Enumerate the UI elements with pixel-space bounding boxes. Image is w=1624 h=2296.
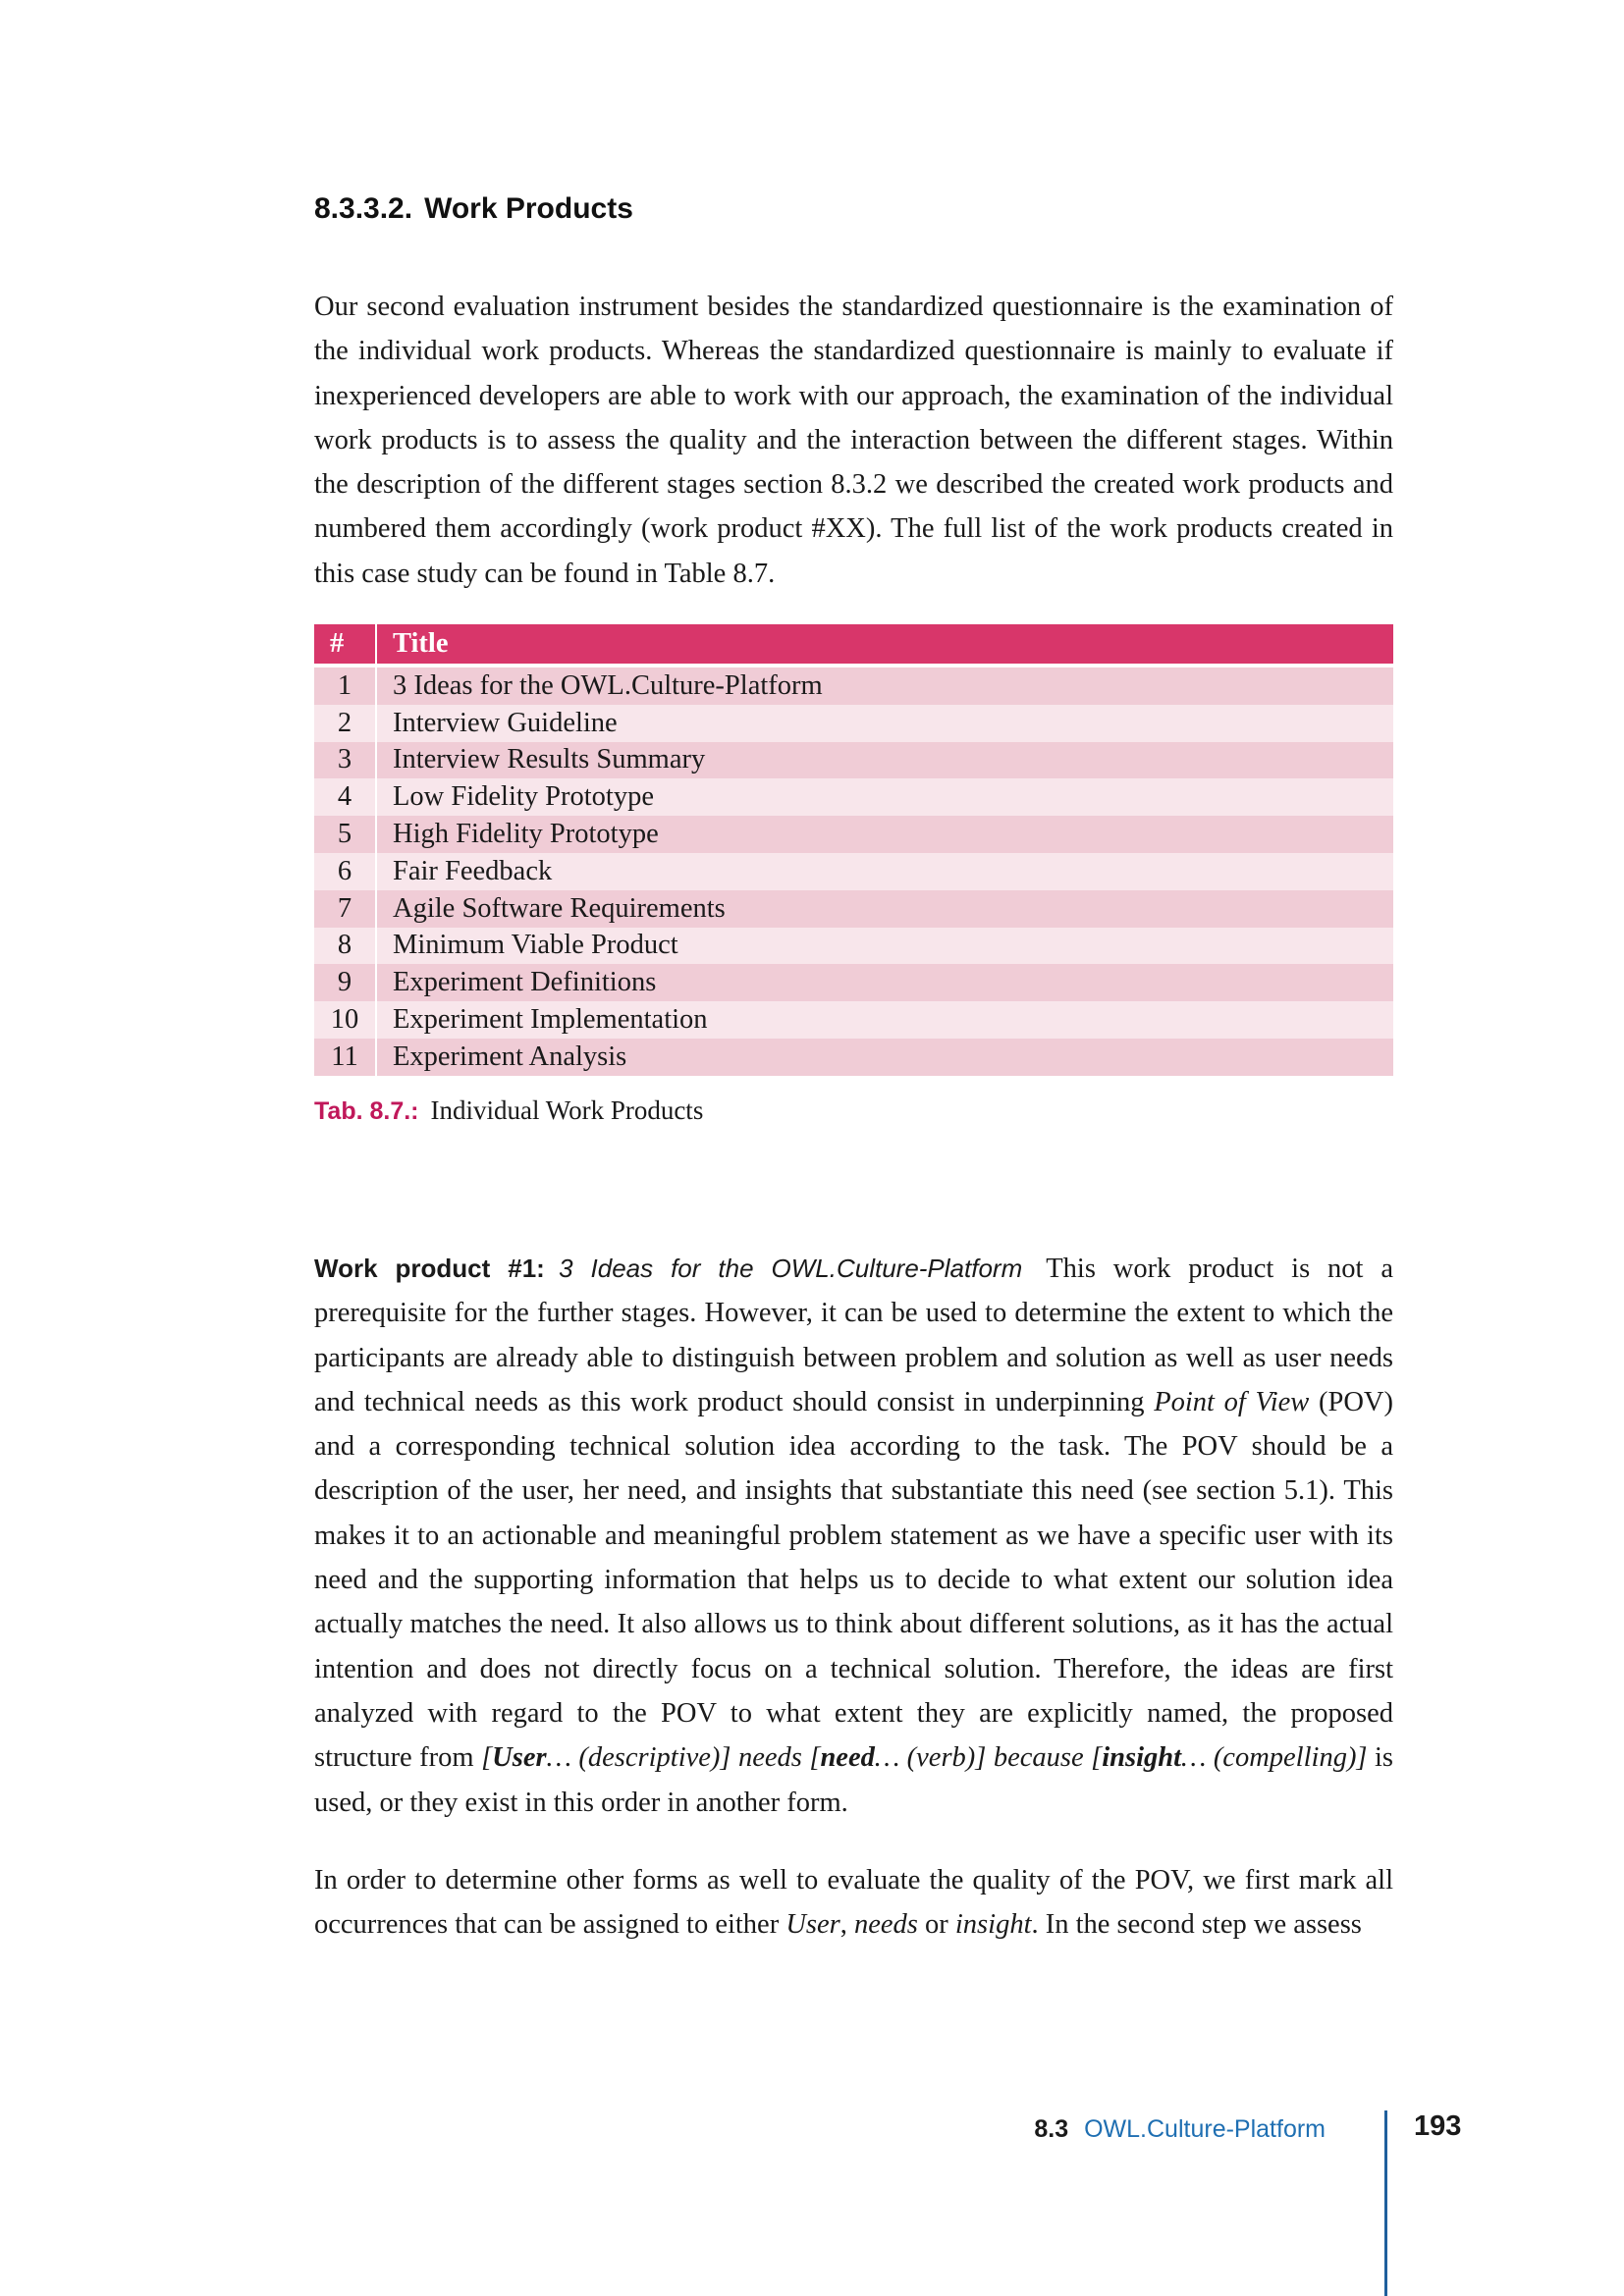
table-row [314,964,1393,1001]
row-number: 7 [314,890,376,928]
separator-comma: , [839,1909,854,1941]
table-row [314,667,1393,705]
table-row [314,816,1393,853]
table-row [314,853,1393,890]
work-product-label: Work product #1: [314,1254,545,1283]
row-title: 3 Ideas for the OWL.Culture-Platform [376,667,1393,705]
table-row [314,705,1393,742]
last-text-1: In order to determine other forms as well to evaluate the quality of the POV, we first mark all occurrences that can be assigned to either [314,1865,1393,1941]
row-title: Interview Results Summary [376,742,1393,779]
structure-verb: … (verb)] because [ [874,1742,1103,1774]
table-caption [314,1095,703,1126]
work-product-text-1: This work product is not a prerequisite for the further stages. However, it can be used to determine the extent to which the participants are already able to distinguish between problem and solution as well as user needs and technical needs as this work product should consist in underpinning [314,1254,1393,1417]
separator-or: or [917,1909,955,1941]
work-product-title: 3 Ideas for the OWL.Culture-Platform [559,1254,1023,1283]
row-title: Experiment Analysis [376,1039,1393,1076]
structure-need: need [820,1742,875,1774]
footer-rule [1384,2110,1387,2296]
intro-paragraph: Our second evaluation instrument besides the standardized questionnaire is the examination of the individual work products. Whereas the standardized questionnaire is mainly to evaluate if inexperienced developers are able to work with our approach, the examination of the individual work products is to assess the quality and the interaction between the different stages. Within the description of the different stages section 8.3.2 we described the created work products and numbered them accordingly (work product #XX). The full list of the work products created in this case study can be found in Table 8.7. [314,292,1393,589]
work-products-table [314,624,1393,1076]
footer-section-number: 8.3 [1034,2115,1069,2143]
term-point-of-view: Point of View [1154,1386,1310,1417]
table-header-number: # [314,624,376,664]
section-title: Work Products [424,192,633,225]
work-product-text-2: (POV) and a corresponding technical solution idea according to the task. The POV should be a description of the user, her need, and insights that substantiate this need (see section 5.1). This makes it to an actionable and meaningful problem statement as we have a specific user with its need and the supporting information that helps us to decide to what extent our solution idea actually matches the need. It also allows us to think about different solutions, as it has the actual intention and does not directly focus on a technical solution. Therefore, the ideas are first analyzed with regard to the POV to what extent they are explicitly named, the proposed structure from [314,1386,1393,1774]
row-title: Minimum Viable Product [376,928,1393,965]
table-caption-label: Tab. 8.7.: [314,1097,419,1125]
term-user: User [785,1909,840,1941]
last-paragraph [314,1858,1393,1948]
structure-insight: insight [1102,1742,1181,1774]
table-body [314,664,1393,1076]
running-footer [1034,2115,1326,2144]
section-number: 8.3.3.2. [314,192,413,225]
work-product-text-3: is used, or they exist in this order in another form. [314,1742,1394,1818]
work-product-1-paragraph [314,1247,1393,1825]
structure-user: User [492,1742,547,1774]
table-row [314,890,1393,928]
table-header-title: Title [376,624,1393,664]
row-number: 1 [314,667,376,705]
structure-descriptive: … (descriptive)] needs [ [546,1742,821,1774]
table-header-row [314,624,1393,664]
term-insight: insight [954,1909,1032,1941]
row-number: 3 [314,742,376,779]
last-text-2: . In the second step we assess [1031,1909,1362,1941]
row-number: 11 [314,1039,376,1076]
row-number: 8 [314,928,376,965]
row-title: High Fidelity Prototype [376,816,1393,853]
table-row [314,742,1393,779]
footer-section-name: OWL.Culture-Platform [1084,2115,1326,2143]
row-number: 9 [314,964,376,1001]
table-row [314,1039,1393,1076]
table-caption-text: Individual Work Products [430,1095,704,1125]
row-title: Interview Guideline [376,705,1393,742]
structure-compelling: … (compelling)] [1181,1742,1368,1774]
table-row [314,778,1393,816]
row-title: Agile Software Requirements [376,890,1393,928]
term-needs: needs [854,1909,918,1941]
row-number: 4 [314,778,376,816]
section-heading [314,192,633,226]
row-number: 6 [314,853,376,890]
table-row [314,928,1393,965]
row-title: Experiment Definitions [376,964,1393,1001]
structure-bracket: [ [481,1742,493,1774]
row-title: Fair Feedback [376,853,1393,890]
row-number: 10 [314,1001,376,1039]
row-number: 5 [314,816,376,853]
row-title: Experiment Implementation [376,1001,1393,1039]
pov-structure [481,1742,1367,1773]
row-number: 2 [314,705,376,742]
table-row [314,1001,1393,1039]
row-title: Low Fidelity Prototype [376,778,1393,816]
page-number: 193 [1414,2110,1462,2142]
